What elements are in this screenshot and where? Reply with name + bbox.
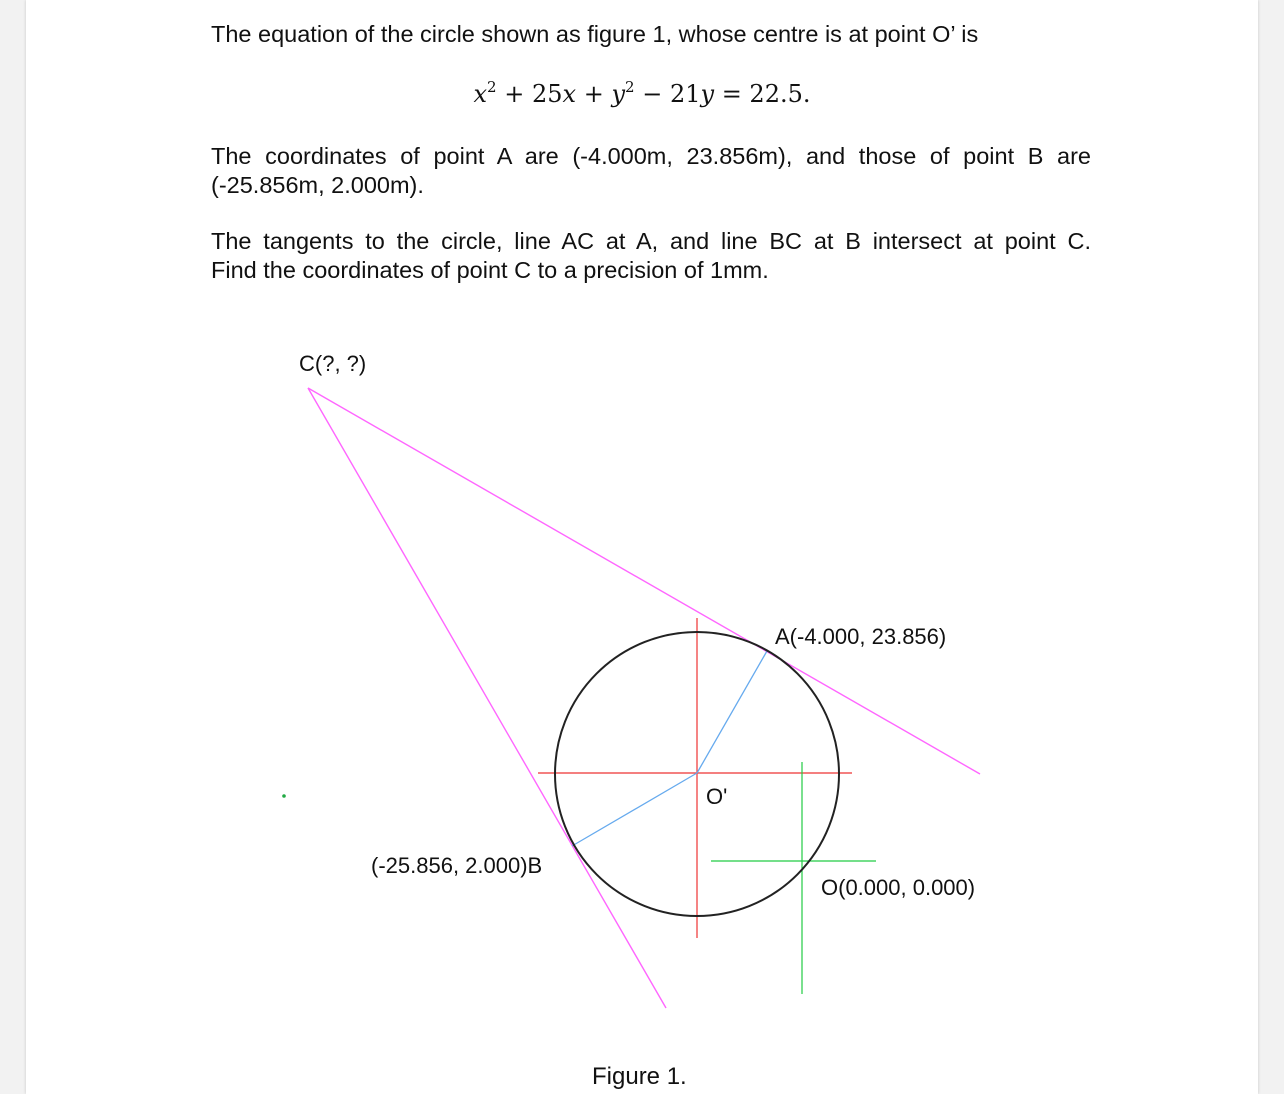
tangent-line-ac: [308, 388, 980, 774]
label-point-b: (-25.856, 2.000)B: [371, 853, 543, 878]
figure-caption: Figure 1.: [592, 1063, 687, 1090]
label-center: O': [706, 784, 728, 809]
radius-to-b: [572, 773, 697, 846]
document-page: [26, 0, 1258, 1094]
eq-x-exponent: 2: [487, 78, 497, 96]
label-point-c: C(?, ?): [299, 351, 367, 376]
eq-rhs: = 22.5.: [721, 80, 811, 108]
coordinates-line-1: The coordinates of point A are (-4.000m, 23.856m), and those of point B are: [211, 143, 1091, 169]
intro-text: The equation of the circle shown as figure 1, whose centre is at point O’ is: [211, 21, 979, 47]
eq-y: y: [611, 80, 626, 108]
tangent-line-bc: [308, 388, 666, 1008]
eq-term-21: − 21: [642, 80, 701, 108]
label-point-a: A(-4.000, 23.856): [775, 624, 947, 649]
eq-term-25: + 25: [504, 80, 563, 108]
eq-y-linear: y: [700, 80, 715, 108]
figure-1: [26, 0, 1258, 1094]
coordinates-line-2: (-25.856m, 2.000m).: [211, 172, 424, 198]
eq-x-linear: x: [562, 80, 577, 108]
eq-x: x: [473, 80, 488, 108]
label-origin: O(0.000, 0.000): [821, 875, 976, 900]
tangent-line-2: Find the coordinates of point C to a precision of 1mm.: [211, 257, 769, 283]
stray-dot: [282, 794, 286, 798]
eq-y-exponent: 2: [625, 78, 635, 96]
tangent-line-1: The tangents to the circle, line AC at A, and line BC at B intersect at point C.: [211, 228, 1091, 254]
radius-to-a: [697, 651, 767, 773]
eq-plus: +: [583, 80, 604, 108]
